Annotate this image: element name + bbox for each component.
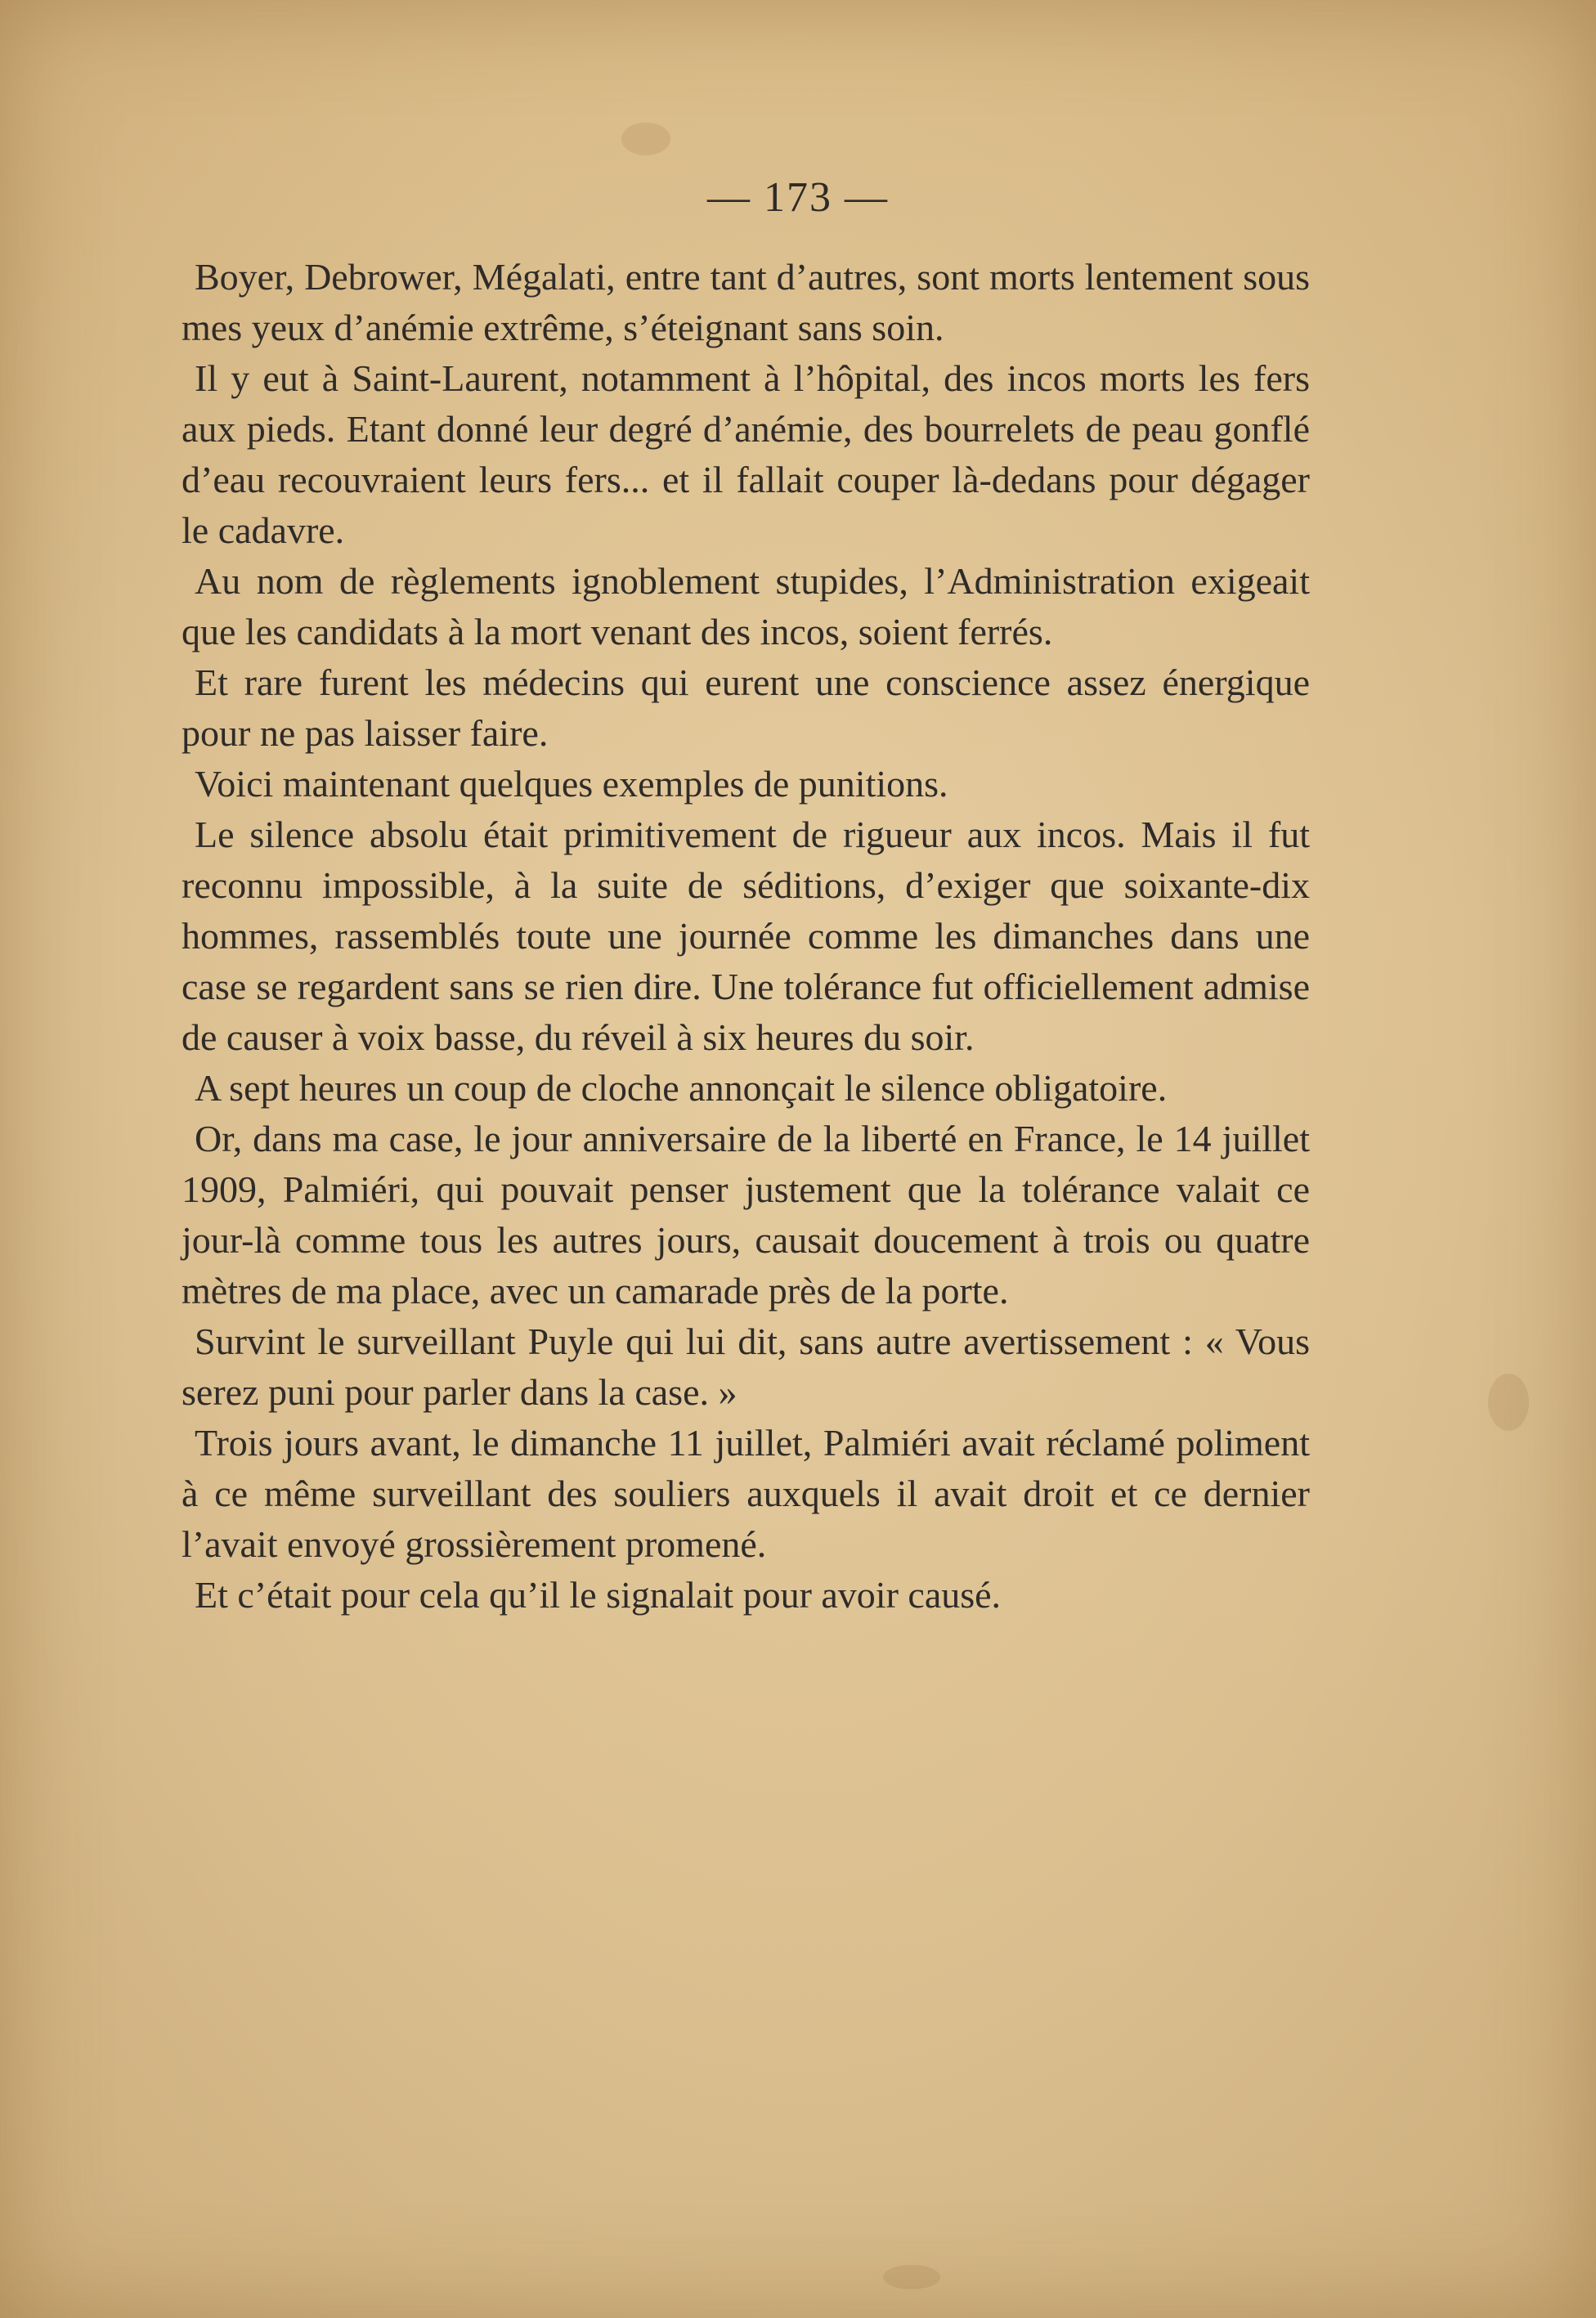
page-number: — 173 —	[707, 174, 889, 221]
paragraph: A sept heures un coup de cloche annonçait le silence obligatoire.	[195, 1067, 1168, 1109]
paragraph: Boyer, Debrower, Mégalati, entre tant d’autres, sont morts lentement sous mes yeux d’anémie extrême, s’éteignant sans soin.	[182, 256, 1310, 348]
paper-stain	[1488, 1374, 1529, 1431]
paragraph: Il y eut à Saint-Laurent, notamment à l’hôpital, des incos morts les fers aux pieds. Etant donné leur degré d’anémie, des bourrelets de peau gonflé d’eau recouvraient leurs fers... et il fallait couper là-dedans pour dégager le cadavre.	[182, 357, 1310, 551]
paragraph: Et rare furent les médecins qui eurent une conscience assez énergique pour ne pas laisser faire.	[182, 661, 1310, 754]
paper-stain	[621, 123, 670, 155]
paragraph: Et c’était pour cela qu’il le signalait pour avoir causé.	[195, 1574, 1002, 1616]
paper-stain	[883, 2265, 940, 2289]
paragraph: Voici maintenant quelques exemples de punitions.	[195, 763, 948, 805]
paragraph: Au nom de règlements ignoblement stupides, l’Administration exigeait que les candidats à la mort venant des incos, soient ferrés.	[182, 560, 1310, 652]
paragraph: Or, dans ma case, le jour anniversaire de la liberté en France, le 14 juillet 1909, Palmiéri, qui pouvait penser justement que la tolérance valait ce jour-là comme tous les autres jours, causait doucement à trois ou quatre mètres de ma place, avec un camarade près de la porte.	[182, 1118, 1310, 1311]
paragraph: Le silence absolu était primitivement de rigueur aux incos. Mais il fut reconnu impossible, à la suite de séditions, d’exiger que soixante-dix hommes, rassemblés toute une journée comme les dimanches dans une case se regardent sans se rien dire. Une tolérance fut officiellement admise de causer à voix basse, du réveil à six heures du soir.	[182, 814, 1310, 1058]
body-text	[182, 252, 1310, 1621]
paragraph: Trois jours avant, le dimanche 11 juillet, Palmiéri avait réclamé poliment à ce même surveillant des souliers auxquels il avait droit et ce dernier l’avait envoyé grossièrement promené.	[182, 1422, 1310, 1565]
paragraph: Survint le surveillant Puyle qui lui dit, sans autre avertissement : « Vous serez puni pour parler dans la case. »	[182, 1320, 1310, 1413]
